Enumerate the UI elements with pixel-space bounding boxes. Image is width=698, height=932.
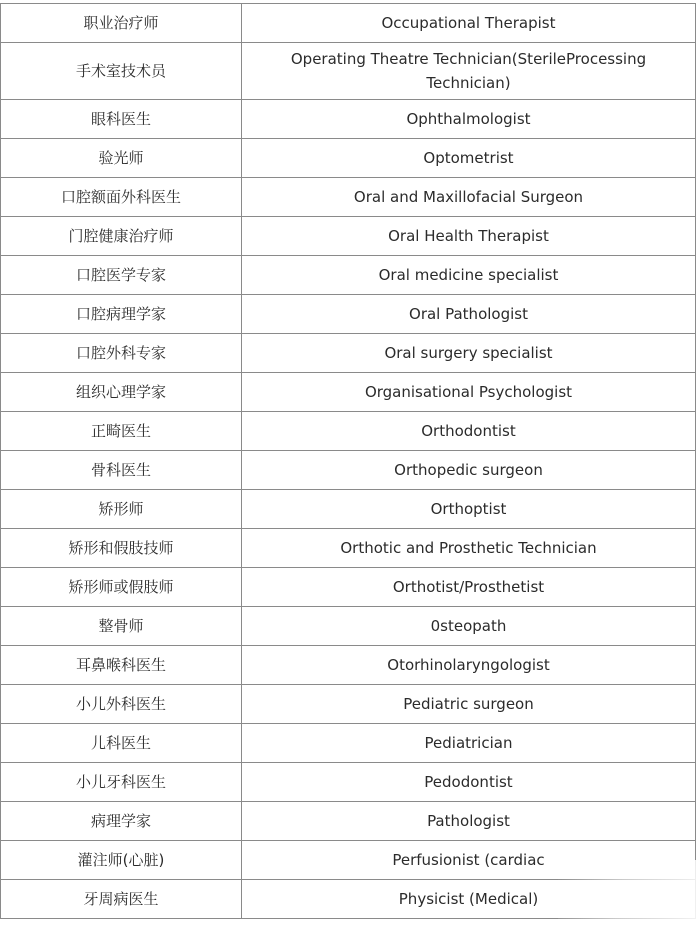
table-row xyxy=(1,685,696,724)
table-row xyxy=(1,802,696,841)
cell-en: Pedodontist xyxy=(242,763,696,802)
cell-zh: 灌注师(心脏) xyxy=(1,841,242,880)
cell-en: Operating Theatre Technician(SterileProcessing Technician) xyxy=(242,43,696,100)
table-row xyxy=(1,43,696,100)
table-row xyxy=(1,373,696,412)
table-row xyxy=(1,217,696,256)
table-row xyxy=(1,412,696,451)
cell-zh: 矫形师或假肢师 xyxy=(1,568,242,607)
cell-zh: 手术室技术员 xyxy=(1,43,242,100)
cell-en: Orthotist/Prosthetist xyxy=(242,568,696,607)
cell-en: Optometrist xyxy=(242,139,696,178)
cell-zh: 组织心理学家 xyxy=(1,373,242,412)
table-row xyxy=(1,529,696,568)
cell-en: 0steopath xyxy=(242,607,696,646)
table-header-row xyxy=(1,4,696,43)
table-row xyxy=(1,763,696,802)
header-cell-en: Occupational Therapist xyxy=(242,4,696,43)
cell-en: Perfusionist (cardiac xyxy=(242,841,696,880)
cell-en: Oral Health Therapist xyxy=(242,217,696,256)
header-cell-zh: 职业治疗师 xyxy=(1,4,242,43)
cell-zh: 小儿外科医生 xyxy=(1,685,242,724)
table-row xyxy=(1,100,696,139)
table-row xyxy=(1,451,696,490)
cell-en: Oral and Maxillofacial Surgeon xyxy=(242,178,696,217)
cell-en: Oral medicine specialist xyxy=(242,256,696,295)
table-row xyxy=(1,295,696,334)
cell-en: Oral surgery specialist xyxy=(242,334,696,373)
cell-en: Pediatric surgeon xyxy=(242,685,696,724)
cell-en: Pediatrician xyxy=(242,724,696,763)
table-row xyxy=(1,841,696,880)
cell-zh: 整骨师 xyxy=(1,607,242,646)
table-row xyxy=(1,490,696,529)
table-row xyxy=(1,607,696,646)
table-row xyxy=(1,880,696,919)
table-row xyxy=(1,724,696,763)
cell-zh: 口腔病理学家 xyxy=(1,295,242,334)
cell-zh: 儿科医生 xyxy=(1,724,242,763)
cell-zh: 验光师 xyxy=(1,139,242,178)
cell-zh: 口腔外科专家 xyxy=(1,334,242,373)
cell-zh: 骨科医生 xyxy=(1,451,242,490)
table-row xyxy=(1,646,696,685)
cell-en: Orthotic and Prosthetic Technician xyxy=(242,529,696,568)
cell-zh: 口腔额面外科医生 xyxy=(1,178,242,217)
table-row xyxy=(1,139,696,178)
cell-zh: 口腔医学专家 xyxy=(1,256,242,295)
cell-en: Orthodontist xyxy=(242,412,696,451)
table-body xyxy=(1,4,696,919)
cell-zh: 耳鼻喉科医生 xyxy=(1,646,242,685)
cell-zh: 矫形师 xyxy=(1,490,242,529)
cell-zh: 小儿牙科医生 xyxy=(1,763,242,802)
cell-en: Organisational Psychologist xyxy=(242,373,696,412)
table-row xyxy=(1,256,696,295)
table-row xyxy=(1,334,696,373)
cell-en: Orthopedic surgeon xyxy=(242,451,696,490)
cell-en: Ophthalmologist xyxy=(242,100,696,139)
table-row xyxy=(1,178,696,217)
cell-en: Oral Pathologist xyxy=(242,295,696,334)
cell-zh: 矫形和假肢技师 xyxy=(1,529,242,568)
cell-en: Orthoptist xyxy=(242,490,696,529)
cell-zh: 眼科医生 xyxy=(1,100,242,139)
cell-zh: 牙周病医生 xyxy=(1,880,242,919)
cell-zh: 门腔健康治疗师 xyxy=(1,217,242,256)
cell-zh: 病理学家 xyxy=(1,802,242,841)
terminology-table xyxy=(0,3,696,919)
cell-en: Otorhinolaryngologist xyxy=(242,646,696,685)
cell-en: Physicist (Medical) xyxy=(242,880,696,919)
cell-zh: 正畸医生 xyxy=(1,412,242,451)
table-row xyxy=(1,568,696,607)
cell-en: Pathologist xyxy=(242,802,696,841)
